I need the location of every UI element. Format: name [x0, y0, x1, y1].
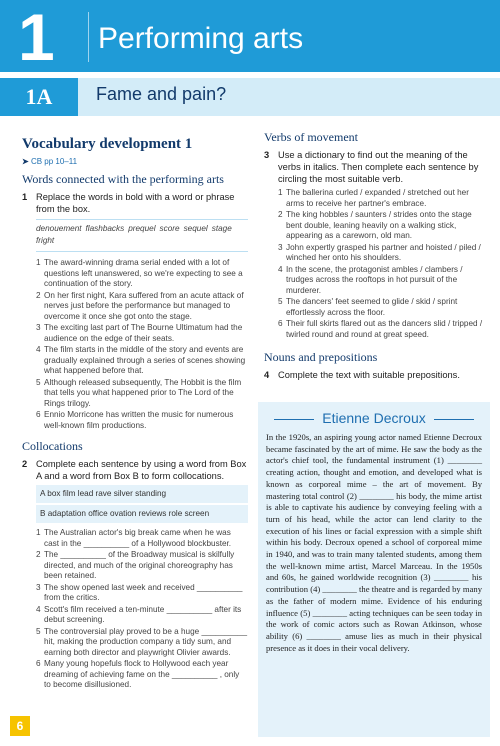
- item-text: Their full skirts flared out as the dancers slid / tripped / twirled round and round at great speed.: [286, 319, 483, 339]
- item-number: 5: [36, 626, 41, 636]
- item-text: Many young hopefuls flock to Hollywood each year dreaming of achieving fame on the __________ , only to become disillusioned.: [44, 659, 240, 689]
- item-number: 4: [36, 604, 41, 614]
- exercise-item: [36, 410, 248, 431]
- left-column: [22, 128, 248, 692]
- box-a: A box film lead rave silver standing: [36, 485, 248, 503]
- exercise-item: [278, 188, 486, 209]
- exercise-item: [278, 265, 486, 297]
- title-rule-right: [434, 419, 474, 420]
- exercise-item: [278, 210, 486, 242]
- exercise-item: [278, 297, 486, 318]
- exercise-item: [36, 528, 248, 549]
- exercise-item: [36, 378, 248, 410]
- item-text: Ennio Morricone has written the music for numerous well-known film productions.: [44, 410, 234, 430]
- item-number: 2: [36, 290, 41, 300]
- item-number: 6: [36, 410, 41, 419]
- cb-pages: CB pp 10–11: [30, 157, 78, 166]
- item-number: 1: [36, 528, 41, 537]
- exercise-item: [36, 323, 248, 344]
- exercise-4-instruction: [264, 369, 486, 381]
- item-text: In the scene, the protagonist ambles / clambers / trudges across the rooftops in hot pursuit of the murderer.: [286, 264, 463, 295]
- item-text: The dancers' feet seemed to glide / skid / sprint effortlessly across the floor.: [286, 297, 458, 317]
- item-number: 1: [278, 188, 283, 197]
- exercise-item: [36, 550, 248, 582]
- item-number: 6: [36, 659, 41, 668]
- unit-number: 1: [18, 0, 55, 74]
- right-column: [264, 128, 486, 381]
- exercise-2-instruction: [22, 458, 248, 482]
- item-number: 5: [36, 377, 41, 387]
- section-heading-nouns: Nouns and prepositions: [264, 350, 378, 364]
- exercise-item: [36, 605, 248, 626]
- item-number: 3: [36, 582, 41, 592]
- item-text: The Australian actor's big break came when he was cast in the __________ of a Hollywood blockbuster.: [44, 528, 232, 548]
- text-body: In the 1920s, an aspiring young actor named Etienne Decroux became fascinated by the art of mime. He saw the body as the actor's chief tool, the fundamental instrument (1) ________ creating action, thought and emotion, and developed what is known as corporeal mime – the art of movement. By mastering total control (2) ________ his body, the mime artist is able to captivate his audience by conveying feeling with a turn of his head, while the actor can lend clarity to the execution of his lines or facial expression with a simple shift within his body. Decroux opened a school of corporeal mime in 1940, and was to train many talented students, among them the well-known mime artist, Marcel Marceau. In the 1950s and 60s, he gained worldwide recognition (3) ________ his contribution (4) ________ the theatre and is regarded by many as the father of modern mime. Evidence of his enduring influence (5) ________ acting techniques can be seen today in the work of comic actors such as Rowan Atkinson, whose ability (6) ________ amuse lies as much in their physical presence as it does in their vocal delivery.: [266, 432, 482, 653]
- page-number: 6: [10, 716, 30, 736]
- exercise-1-items: [22, 258, 248, 431]
- box-word: score: [159, 224, 180, 233]
- item-number: 3: [36, 323, 41, 332]
- exercise-number: 3: [264, 150, 270, 160]
- exercise-number: 4: [264, 370, 270, 380]
- exercise-3-instruction: [264, 149, 486, 185]
- box-word: denouement: [36, 224, 82, 233]
- section-heading-verbs: Verbs of movement: [264, 130, 358, 144]
- exercise-1-instruction: [22, 191, 248, 215]
- lesson-title: Fame and pain?: [96, 84, 227, 104]
- arrow-icon: ➤: [22, 157, 29, 166]
- exercise-3-items: [264, 188, 486, 340]
- box-word: sequel: [183, 224, 208, 233]
- item-text: The ballerina curled / expanded / stretched out her arms to receive her partner's embrace.: [286, 188, 469, 208]
- unit-banner: [0, 0, 500, 72]
- reading-text-box: [258, 402, 490, 737]
- item-text: The award-winning drama serial ended with a lot of questions left unanswered, so we're expecting to see a continuation of the story.: [44, 258, 243, 288]
- exercise-item: [36, 291, 248, 323]
- text-title: Etienne Decroux: [322, 410, 426, 426]
- box-b: B adaptation office ovation reviews role screen: [36, 505, 248, 523]
- item-text: The __________ of the Broadway musical is skilfully directed, and much of the original choreography has been retained.: [44, 550, 235, 580]
- exercise-item: [278, 243, 486, 264]
- banner-divider: [88, 12, 89, 62]
- instruction-text: Complete each sentence by using a word from Box A and a word from Box B to form collocations.: [36, 459, 247, 481]
- item-text: The controversial play proved to be a huge __________ hit, making the production company a tidy sum, and earning both director and playwright Olivier awards.: [44, 626, 248, 657]
- box-word: stage fright: [36, 224, 232, 245]
- instruction-text: Complete the text with suitable prepositions.: [278, 370, 460, 380]
- word-box: [36, 219, 248, 252]
- item-number: 4: [278, 264, 283, 274]
- item-text: The show opened last week and received __________ from the critics.: [44, 582, 243, 602]
- item-number: 6: [278, 319, 283, 328]
- item-text: On her first night, Kara suffered from an acute attack of nerves just before the performance but managed to overcome it once she got onto the stage.: [44, 290, 244, 321]
- box-word: flashbacks: [85, 224, 125, 233]
- unit-title: Performing arts: [98, 22, 304, 55]
- vocab-heading: Vocabulary development 1: [22, 136, 193, 152]
- item-text: The exciting last part of The Bourne Ultimatum had the audience on the edge of their seats.: [44, 323, 243, 343]
- exercise-item: [36, 583, 248, 604]
- lesson-bar: [0, 78, 500, 116]
- exercise-item: [36, 345, 248, 377]
- exercise-item: [36, 258, 248, 290]
- item-number: 2: [36, 550, 41, 559]
- item-text: The king hobbles / saunters / strides onto the stage bent double, leaning heavily on a walking stick, appearing as a careworn, old man.: [286, 210, 472, 240]
- exercise-number: 2: [22, 459, 28, 469]
- exercise-item: [36, 659, 248, 691]
- lesson-tag: 1A: [0, 78, 78, 116]
- exercise-number: 1: [22, 192, 28, 202]
- item-number: 1: [36, 258, 41, 267]
- exercise-item: [36, 627, 248, 659]
- item-text: Although released subsequently, The Hobbit is the film that tells you what happened prior to The Lord of the Rings trilogy.: [44, 377, 242, 408]
- exercise-item: [278, 319, 486, 340]
- exercise-2-items: [22, 528, 248, 691]
- instruction-text: Use a dictionary to find out the meaning of the verbs in italics. Then complete each sentence by circling the most suitable verb.: [278, 150, 479, 184]
- item-text: Scott's film received a ten-minute __________ after its debut screening.: [44, 604, 242, 624]
- coursebook-reference: [22, 157, 248, 166]
- item-text: John expertly grasped his partner and hoisted / piled / winched her onto his shoulders.: [286, 242, 481, 262]
- item-number: 5: [278, 297, 283, 306]
- item-text: The film starts in the middle of the story and events are gradually explained through a series of scenes showing what happened before that.: [44, 345, 246, 375]
- section-heading-words: Words connected with the performing arts: [22, 172, 224, 186]
- box-word: prequel: [128, 224, 156, 233]
- section-heading-collocations: Collocations: [22, 439, 83, 453]
- item-number: 4: [36, 345, 41, 354]
- item-number: 2: [278, 210, 283, 219]
- item-number: 3: [278, 242, 283, 252]
- instruction-text: Replace the words in bold with a word or phrase from the box.: [36, 192, 235, 214]
